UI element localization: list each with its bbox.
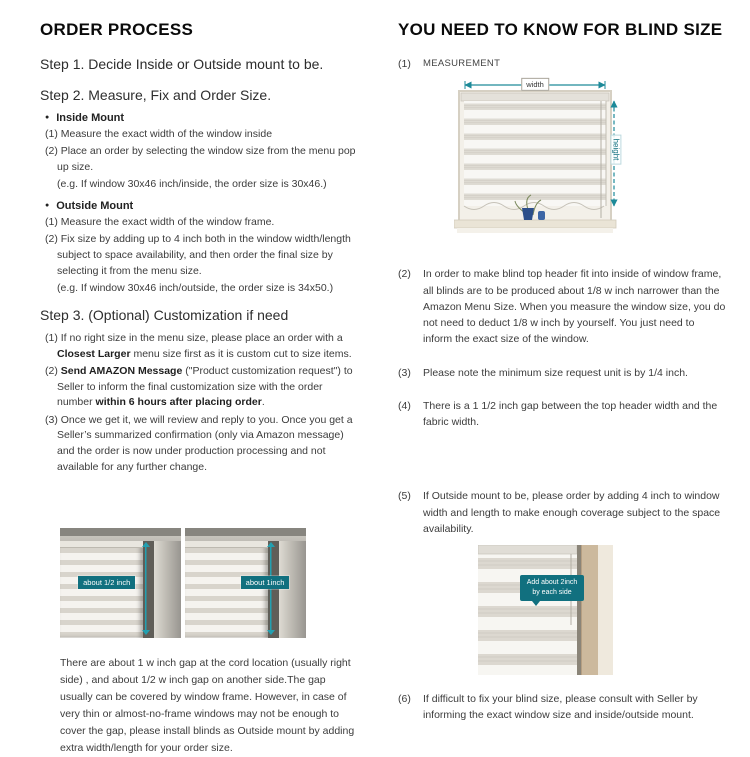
outside-mount-figure: [478, 545, 613, 675]
item-text: If Outside mount to be, please order by adding 4 inch to window width and length to make enough coverage subject to the space availability.: [423, 490, 721, 535]
inside-mount-item-2: (2) Place an order by selecting the window size from the menu pop up size.: [45, 145, 356, 173]
step3-item-2-text: ("Product customization request") to Seller to inform the final customization size with the order number: [57, 364, 353, 409]
inside-mount-block: [40, 112, 360, 193]
step3-item-2-text: .: [261, 396, 265, 409]
step3-item-1-text: menu size first as it is custom cut to size items.: [130, 347, 352, 360]
outside-mount-illustration: [478, 545, 613, 675]
item-number: (1): [398, 58, 411, 70]
height-measure-label: height: [610, 135, 621, 165]
outside-mount-example: (e.g. If window 30x46 inch/outside, the order size is 34x50.): [57, 282, 334, 294]
step3-item-1-text: (1) If no right size in the menu size, please place an order with a: [45, 331, 343, 344]
item-number: (3): [398, 366, 411, 379]
step3-item-1-bold: Closest Larger: [57, 347, 131, 360]
step3-item-1: [40, 331, 360, 363]
blind-size-item-5: [398, 488, 726, 537]
add-two-inch-label: Add about 2inch by each side: [520, 575, 584, 601]
inside-mount-example: (e.g. If window 30x46 inch/inside, the order size is 30x46.): [57, 178, 327, 191]
step1-heading: Step 1. Decide Inside or Outside mount to be.: [40, 56, 324, 72]
item-text: In order to make blind top header fit into inside of window frame, all blinds are to be produced about 1/8 w inch narrower than the Amazon Menu Size. When you measure the window size, you do not need to deduct 1/8 w inch by yourself. You just need to inform the exact size of the window.: [423, 268, 726, 346]
bullet-icon: ●: [45, 114, 50, 121]
item-text: There is a 1 1/2 inch gap between the top header width and the fabric width.: [423, 399, 718, 429]
step3-item-2-text: (2): [45, 364, 61, 377]
outside-mount-label: Outside Mount: [56, 200, 134, 212]
blind-size-item-3: [398, 365, 726, 381]
outside-mount-item-2: (2) Fix size by adding up to 4 inch both in the window width/length subject to space availability, and then order the final size by selecting it from the menu size.: [45, 233, 351, 277]
window-frame: [154, 541, 181, 638]
gap-measure-arrow-icon: [142, 543, 150, 634]
window-blind-illustration: [454, 80, 620, 240]
step3-item-2-bold: within 6 hours after placing order: [95, 396, 262, 409]
blind-size-title: YOU NEED TO KNOW FOR BLIND SIZE: [398, 20, 723, 39]
order-process-section: [40, 12, 360, 757]
gap-photos: [60, 528, 360, 638]
item-number: (5): [398, 490, 411, 503]
step3-item-2-bold: Send AMAZON Message: [60, 364, 183, 377]
step3-item-2: [40, 364, 360, 411]
width-measure-label: width: [521, 78, 549, 91]
step2-heading: Step 2. Measure, Fix and Order Size.: [40, 87, 272, 103]
gap-label-one-inch: about 1inch: [241, 576, 290, 590]
blind-size-item-6: [398, 691, 726, 724]
bullet-icon: ●: [45, 202, 50, 209]
outside-mount-block: [40, 200, 360, 297]
gap-photo-half-inch: [60, 528, 181, 638]
blind-size-item-4: [398, 398, 726, 431]
outside-mount-title: [40, 200, 360, 212]
gap-photo-one-inch: [185, 528, 306, 638]
inside-mount-item-1: (1) Measure the exact width of the window inside: [45, 128, 273, 140]
item-text: If difficult to fix your blind size, please consult with Seller by informing the exact window size and inside/outside mount.: [423, 693, 698, 722]
item-number: (4): [398, 399, 411, 412]
inside-mount-label: Inside Mount: [56, 112, 125, 124]
item-number: (2): [398, 268, 411, 281]
outside-mount-item-1: (1) Measure the exact width of the window frame.: [45, 216, 275, 228]
blind-size-item-2: [398, 266, 726, 347]
blind-size-section: [398, 12, 726, 757]
order-process-title: ORDER PROCESS: [40, 20, 194, 39]
inside-mount-title: [40, 112, 360, 124]
gap-label-half-inch: about 1/2 inch: [78, 576, 135, 590]
item-text: MEASUREMENT: [423, 58, 501, 69]
step3-item-3: (3) Once we get it, we will review and reply to you. Once you get a Seller’s summarized confirmation (only via Amazon message) and the order is now under production processing and not available for any further change.: [45, 413, 353, 473]
blind-size-item-1: [398, 56, 726, 72]
item-number: (6): [398, 693, 411, 706]
gap-note: There are about 1 w inch gap at the cord location (usually right side) , and about 1/2 w inch gap on another side.The gap usually can be covered by window frame. However, in case of very thin or almost-no-frame windows may not be enough to cover the gap, please install blinds as Outside mount by adding extra width/length for your order size.: [60, 656, 355, 754]
step3-heading: Step 3. (Optional) Customization if need: [40, 306, 289, 323]
measurement-figure: [454, 80, 620, 240]
item-text: Please note the minimum size request unit is by 1/4 inch.: [423, 366, 688, 379]
